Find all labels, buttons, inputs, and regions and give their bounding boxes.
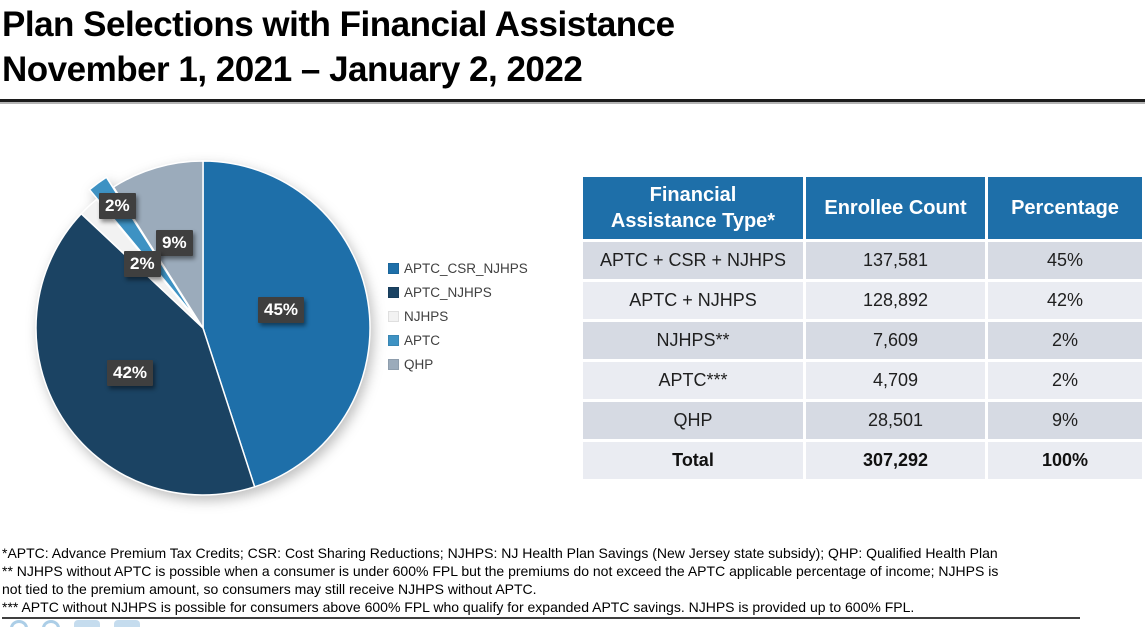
- legend-item-qhp: [388, 357, 528, 372]
- table-cell-r1-c3: 45%: [988, 242, 1142, 279]
- logo-shape-icon: [74, 620, 100, 627]
- legend-swatch-icon: [388, 287, 399, 298]
- logo-shape-icon: [10, 620, 28, 627]
- page-title-line1: Plan Selections with Financial Assistance: [2, 5, 675, 44]
- legend-item-aptc: [388, 333, 528, 348]
- title-divider: [0, 99, 1145, 102]
- footnote-1: *APTC: Advance Premium Tax Credits; CSR: Cost Sharing Reductions; NJHPS: NJ Health Plan Savings (New Jersey state subsidy); QHP: Qualified Health Plan: [2, 545, 998, 561]
- table-cell-r4-c2: 4,709: [806, 362, 985, 399]
- footnote-4: *** APTC without NJHPS is possible for consumers above 600% FPL who qualify for expanded APTC savings. NJHPS is provided up to 600% FPL.: [2, 598, 1080, 619]
- legend-item-aptc_csr_njhps: [388, 261, 528, 276]
- logo-shape-icon: [42, 620, 60, 627]
- table-cell-r1-c2: 137,581: [806, 242, 985, 279]
- pie-label-qhp: 9%: [156, 230, 193, 256]
- table-cell-r2-c3: 42%: [988, 282, 1142, 319]
- table-total-c2: 307,292: [806, 442, 985, 479]
- legend-label: APTC_CSR_NJHPS: [404, 261, 528, 276]
- page-title: [2, 2, 1143, 92]
- legend-label: QHP: [404, 357, 434, 372]
- table-cell-r5-c2: 28,501: [806, 402, 985, 439]
- table-cell-r3-c2: 7,609: [806, 322, 985, 359]
- legend-swatch-icon: [388, 311, 399, 322]
- table-cell-r3-c1: NJHPS**: [583, 322, 803, 359]
- table-header-col-3: Percentage: [988, 177, 1142, 239]
- table-total-c3: 100%: [988, 442, 1142, 479]
- table-header-col-1: Financial Assistance Type*: [583, 177, 803, 239]
- table-cell-r1-c1: APTC + CSR + NJHPS: [583, 242, 803, 279]
- financial-assistance-table: [583, 177, 1142, 479]
- legend-label: NJHPS: [404, 309, 449, 324]
- pie-chart: [8, 140, 398, 525]
- table-cell-r5-c1: QHP: [583, 402, 803, 439]
- footnotes: [2, 544, 1143, 619]
- legend-item-njhps: [388, 309, 528, 324]
- table-cell-r4-c1: APTC***: [583, 362, 803, 399]
- table-header-col-2: Enrollee Count: [806, 177, 985, 239]
- legend-swatch-icon: [388, 335, 399, 346]
- legend-item-aptc_njhps: [388, 285, 528, 300]
- page-title-line2: November 1, 2021 – January 2, 2022: [2, 50, 583, 89]
- legend-label: APTC: [404, 333, 441, 348]
- pie-label-njhps: 2%: [124, 251, 161, 277]
- footnote-2: ** NJHPS without APTC is possible when a consumer is under 600% FPL but the premiums do not exceed the APTC applicable percentage of income; NJHPS is: [2, 563, 999, 579]
- pie-label-aptc-csr-njhps: 45%: [258, 297, 304, 323]
- legend-swatch-icon: [388, 263, 399, 274]
- pie-label-aptc-njhps: 42%: [107, 360, 153, 386]
- logo-shape-icon: [114, 620, 140, 627]
- table-cell-r5-c3: 9%: [988, 402, 1142, 439]
- table-cell-r2-c1: APTC + NJHPS: [583, 282, 803, 319]
- table-cell-r4-c3: 2%: [988, 362, 1142, 399]
- legend-label: APTC_NJHPS: [404, 285, 492, 300]
- table-cell-r3-c3: 2%: [988, 322, 1142, 359]
- table-total-c1: Total: [583, 442, 803, 479]
- getcoverednj-logo-fragment: [10, 620, 240, 627]
- pie-label-aptc: 2%: [99, 193, 136, 219]
- table-cell-r2-c2: 128,892: [806, 282, 985, 319]
- pie-legend: [388, 261, 528, 372]
- legend-swatch-icon: [388, 359, 399, 370]
- footnote-3: not tied to the premium amount, so consumers may still receive NJHPS without APTC.: [2, 581, 537, 597]
